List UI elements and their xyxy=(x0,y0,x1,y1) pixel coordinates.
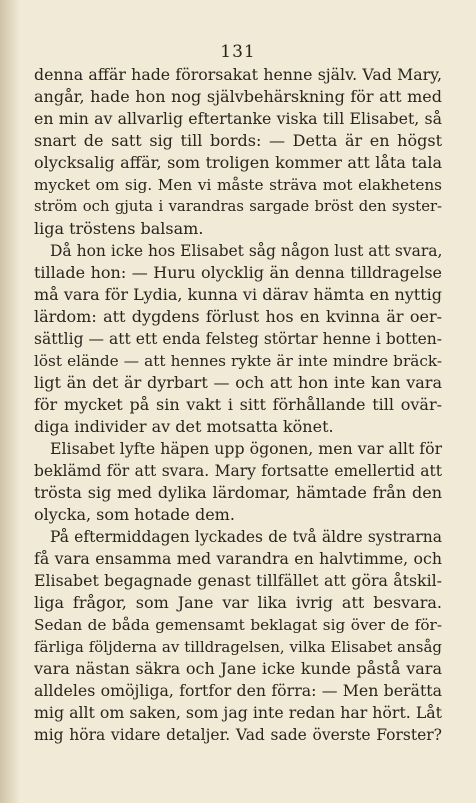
text-line: ligt än det är dyrbart — och att hon inte kan vara xyxy=(34,373,442,392)
text-line: löst elände — att hennes rykte är inte mindre bräck- xyxy=(34,352,442,370)
text-line: olycka, som hotade dem. xyxy=(34,505,235,524)
text-line: sättlig — att ett enda felsteg störtar henne i botten- xyxy=(34,330,442,348)
page-gutter-shadow xyxy=(0,0,20,803)
text-line: liga tröstens balsam. xyxy=(34,219,204,238)
text-line: Elisabet begagnade genast tillfället att göra åtskil- xyxy=(34,571,442,590)
text-line: liga frågor, som Jane var lika ivrig att besvara. xyxy=(34,593,442,612)
text-line: diga individer av det motsatta könet. xyxy=(34,417,334,436)
text-line: På eftermiddagen lyckades de två äldre systrarna xyxy=(50,528,442,546)
body-text xyxy=(34,64,442,746)
text-line: denna affär hade förorsakat henne själv. Vad Mary, xyxy=(34,65,442,84)
text-line: Sedan de båda gemensamt beklagat sig över de för- xyxy=(34,616,442,634)
text-line: få vara ensamma med varandra en halvtimme, och xyxy=(34,549,442,568)
text-line: lärdom: att dygdens förlust hos en kvinna är oer- xyxy=(34,307,442,326)
page-number: 131 xyxy=(220,42,256,62)
text-line: olycksalig affär, som troligen kommer att låta tala xyxy=(34,153,442,172)
text-line: tillade hon: — Huru olycklig än denna tilldragelse xyxy=(34,263,442,282)
text-line: må vara för Lydia, kunna vi därav hämta en nyttig xyxy=(34,285,442,304)
text-line: en min av allvarlig eftertanke viska till Elisabet, så xyxy=(34,109,442,128)
text-line: Då hon icke hos Elisabet såg någon lust att svara, xyxy=(50,242,442,260)
text-line: angår, hade hon nog självbehärskning för att med xyxy=(34,87,442,106)
text-line: beklämd för att svara. Mary fortsatte emellertid att xyxy=(34,462,442,480)
text-line: Elisabet lyfte häpen upp ögonen, men var allt för xyxy=(50,439,442,458)
text-line: ström och gjuta i varandras sargade bröst den syster- xyxy=(34,198,442,215)
text-line: färliga följderna av tilldragelsen, vilka Elisabet ansåg xyxy=(34,638,442,656)
text-line: för mycket på sin vakt i sitt förhållande till ovär- xyxy=(34,395,442,414)
text-line: vara nästan säkra och Jane icke kunde påstå vara xyxy=(34,659,442,678)
text-line: mycket om sig. Men vi måste sträva mot elakhetens xyxy=(34,176,442,194)
text-line: alldeles omöjliga, fortfor den förra: — Men berätta xyxy=(34,681,442,700)
text-line: mig allt om saken, som jag inte redan har hört. Låt xyxy=(34,703,442,722)
text-line: mig höra vidare detaljer. Vad sade överste Forster? xyxy=(34,726,442,744)
text-line: snart de satt sig till bords: — Detta är en högst xyxy=(34,131,442,150)
text-line: trösta sig med dylika lärdomar, hämtade från den xyxy=(34,483,442,502)
